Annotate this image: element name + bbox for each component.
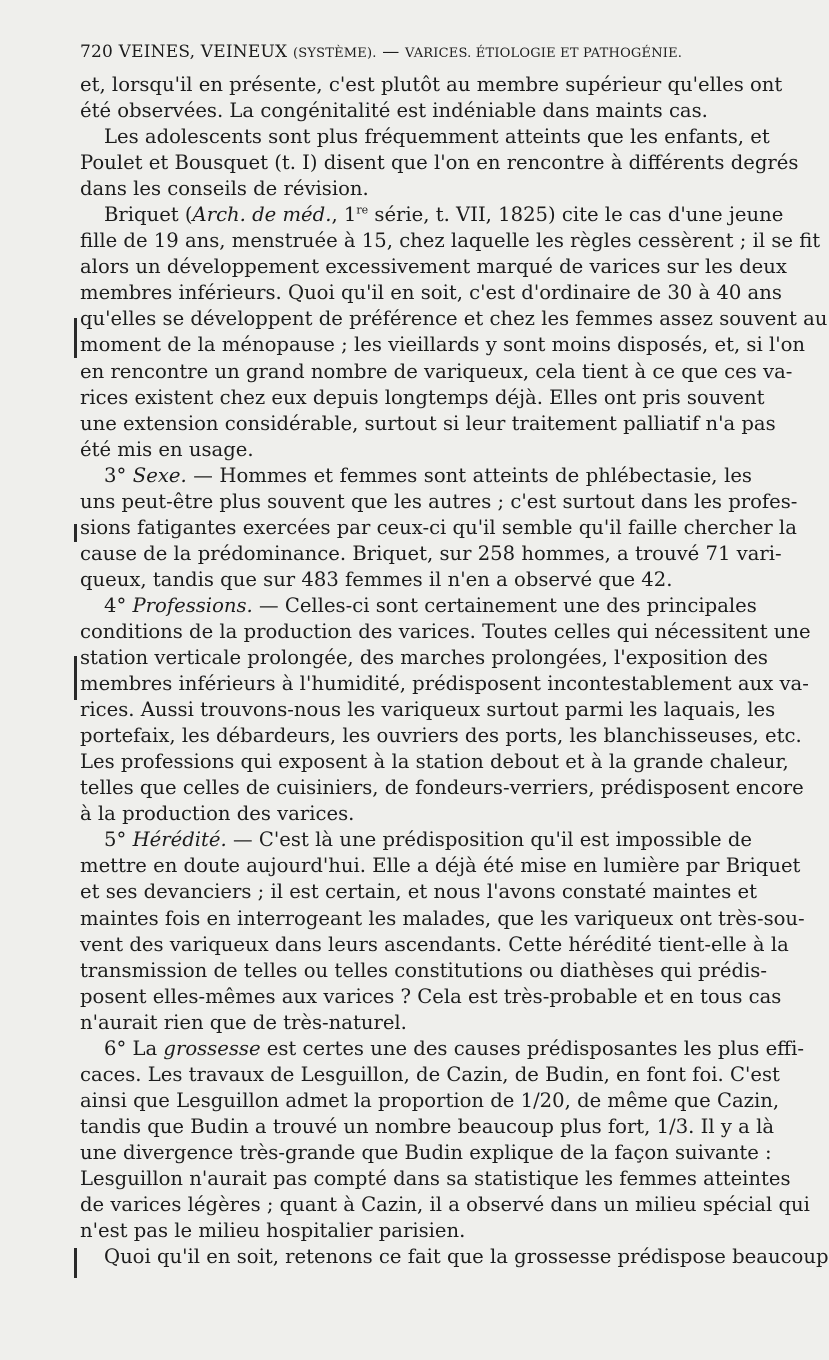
running-head (80, 42, 760, 62)
text-line: qu'elles se développent de préférence et chez les femmes assez souvent au (80, 307, 828, 331)
line-fragment: — C'est là une prédisposition qu'il est impossible de (226, 828, 752, 852)
text-line: rices existent chez eux depuis longtemps déjà. Elles ont pris souvent (80, 385, 765, 409)
text-line: été observées. La congénitalité est indéniable dans maints cas. (80, 99, 708, 123)
text-line (80, 202, 784, 228)
text-line: rices. Aussi trouvons-nous les variqueux surtout parmi les laquais, les (80, 698, 776, 722)
text-line: Les professions qui exposent à la station debout et à la grande chaleur, (80, 750, 789, 774)
line-fragment: série, t. VII, 1825) cite le cas d'une jeune (368, 203, 784, 227)
text-line: et ses devanciers ; il est certain, et nous l'avons constaté maintes et (80, 880, 757, 904)
text-line: membres inférieurs à l'humidité, prédisposent incontestablement aux va- (80, 672, 809, 696)
text-line: membres inférieurs. Quoi qu'il en soit, c'est d'ordinaire de 30 à 40 ans (80, 281, 782, 305)
text-line: portefaix, les débardeurs, les ouvriers des ports, les blanchisseuses, etc. (80, 724, 802, 748)
line-fragment: Professions. (132, 593, 253, 617)
margin-mark (74, 524, 77, 542)
line-fragment: — Celles-ci sont certainement une des principales (252, 593, 757, 617)
text-line (80, 593, 757, 619)
text-line: caces. Les travaux de Lesguillon, de Cazin, de Budin, en font foi. C'est (80, 1062, 780, 1086)
line-fragment: — Hommes et femmes sont atteints de phlébectasie, les (186, 463, 752, 487)
text-line: ainsi que Lesguillon admet la proportion de 1/20, de même que Cazin, (80, 1088, 780, 1112)
text-line: Lesguillon n'aurait pas compté dans sa statistique les femmes atteintes (80, 1166, 791, 1190)
text-line: transmission de telles ou telles constitutions ou diathèses qui prédis- (80, 958, 767, 982)
text-line: tandis que Budin a trouvé un nombre beaucoup plus fort, 1/3. Il y a là (80, 1114, 775, 1138)
running-title-sub: (SYSTÈME). (292, 46, 377, 61)
line-fragment: 4° (104, 593, 133, 617)
line-fragment: Hérédité. (132, 828, 227, 852)
text-line (80, 827, 752, 853)
page-number: 720 (80, 42, 114, 62)
line-fragment: re (356, 203, 369, 217)
line-fragment: est certes une des causes prédisposantes les plus effi- (260, 1036, 804, 1060)
text-line (80, 463, 752, 489)
text-line: de varices légères ; quant à Cazin, il a observé dans un milieu spécial qui (80, 1193, 810, 1217)
text-line: fille de 19 ans, menstruée à 15, chez laquelle les règles cessèrent ; il se fit (80, 229, 821, 253)
line-fragment: 6° La (104, 1036, 164, 1060)
text-line: uns peut-être plus souvent que les autres ; c'est surtout dans les profes- (80, 489, 798, 513)
text-line: alors un développement excessivement marqué de varices sur les deux (80, 255, 787, 279)
running-head-dash: — (382, 42, 400, 62)
line-fragment: Arch. de méd. (192, 203, 332, 227)
line-fragment: grossesse (163, 1036, 261, 1060)
text-line: dans les conseils de révision. (80, 177, 369, 201)
text-line: maintes fois en interrogeant les malades, que les variqueux ont très-sou- (80, 906, 805, 930)
text-line: queux, tandis que sur 483 femmes il n'en a observé que 42. (80, 567, 673, 591)
text-line: moment de la ménopause ; les vieillards y sont moins disposés, et, si l'on (80, 333, 806, 357)
text-line: posent elles-mêmes aux varices ? Cela est très-probable et en tous cas (80, 984, 782, 1008)
text-line: n'est pas le milieu hospitalier parisien. (80, 1219, 466, 1243)
text-line: station verticale prolongée, des marches prolongées, l'exposition des (80, 646, 768, 670)
text-line: Les adolescents sont plus fréquemment atteints que les enfants, et (104, 125, 770, 149)
line-fragment: Sexe. (132, 463, 187, 487)
text-line: une divergence très-grande que Budin explique de la façon suivante : (80, 1140, 772, 1164)
text-line: telles que celles de cuisiniers, de fondeurs-verriers, prédisposent encore (80, 776, 804, 800)
text-line: été mis en usage. (80, 437, 254, 461)
body-text (80, 72, 829, 1270)
text-line: Poulet et Bousquet (t. I) disent que l'on en rencontre à différents degrés (80, 151, 799, 175)
text-line: Quoi qu'il en soit, retenons ce fait que la grossesse prédispose beaucoup (104, 1245, 829, 1269)
running-title: VEINES, VEINEUX (118, 42, 288, 62)
margin-mark (74, 656, 77, 700)
line-fragment: 5° (104, 828, 133, 852)
text-line: sions fatigantes exercées par ceux-ci qu'il semble qu'il faille chercher la (80, 515, 797, 539)
margin-mark (74, 1248, 77, 1278)
text-line: une extension considérable, surtout si leur traitement palliatif n'a pas (80, 411, 776, 435)
margin-mark (74, 318, 77, 358)
text-line: en rencontre un grand nombre de variqueux, cela tient à ce que ces va- (80, 359, 793, 383)
line-fragment: 3° (104, 463, 133, 487)
text-line: vent des variqueux dans leurs ascendants. Cette hérédité tient-elle à la (80, 932, 789, 956)
text-line: mettre en doute aujourd'hui. Elle a déjà été mise en lumière par Briquet (80, 854, 801, 878)
text-line (80, 1036, 804, 1062)
line-fragment: Briquet ( (104, 203, 193, 227)
text-line: cause de la prédominance. Briquet, sur 258 hommes, a trouvé 71 vari- (80, 541, 782, 565)
text-line: et, lorsqu'il en présente, c'est plutôt au membre supérieur qu'elles ont (80, 73, 783, 96)
running-section: VARICES. ÉTIOLOGIE ET PATHOGÉNIE. (405, 46, 683, 61)
text-line: n'aurait rien que de très-naturel. (80, 1010, 407, 1034)
line-fragment: , 1 (331, 203, 357, 227)
text-line: conditions de la production des varices. Toutes celles qui nécessitent une (80, 619, 811, 643)
text-line: à la production des varices. (80, 802, 355, 826)
